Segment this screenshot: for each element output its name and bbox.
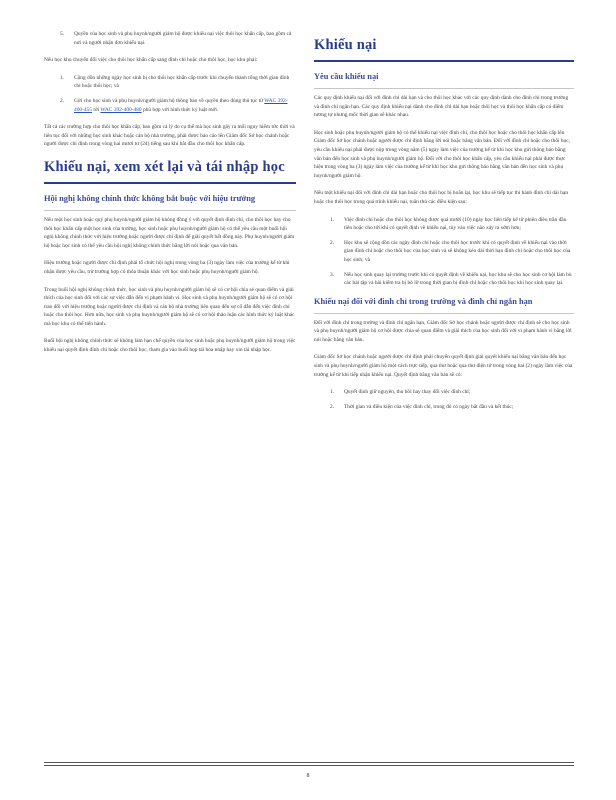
- subheading-rule: [314, 88, 574, 89]
- heading-rule: [44, 182, 296, 184]
- list-number: 2.: [60, 97, 65, 104]
- list-number: 1.: [330, 389, 335, 396]
- list-item: [330, 403, 574, 412]
- wac-480-link[interactable]: WAC 392-400-480: [100, 106, 142, 113]
- list-text: Thời gian và điều kiện của việc đình chỉ, trong đó có ngày bắt đầu và kết thúc;: [344, 403, 514, 410]
- numbered-list: [44, 74, 296, 114]
- paragraph: Nếu học khu chuyển đổi việc cho thôi học khẩn cấp sang đình chỉ hoặc cho thôi học, học khu phải:: [44, 57, 258, 64]
- wac-455-link[interactable]: WAC 392-400-455: [74, 97, 288, 113]
- list-text: Cộng dồn những ngày học sinh bị cho thôi học khẩn cấp trước khi chuyển thành tổng thời gian đình chỉ hoặc thôi học; và: [74, 74, 290, 90]
- list-item: [330, 388, 574, 397]
- list-text: Việc đình chỉ hoặc cho thôi học không được quá mười (10) ngày học liên tiếp kể từ phiên điều trần đầu tiên hoặc cho tới khi có quyết định về khiếu nại, tùy vào việc nào xảy ra sớm hơn;: [344, 216, 567, 232]
- footer-rule: [44, 762, 574, 763]
- list-number: 3.: [330, 271, 335, 278]
- heading-rule: [314, 60, 574, 62]
- right-column: [314, 30, 574, 420]
- paragraph: Hiệu trưởng hoặc người được chỉ định phải tổ chức hội nghị trong vòng ba (3) ngày làm việc của trường kể từ khi nhận được yêu cầu, trừ trường hợp có thỏa thuận khác với học sinh hoặc phụ huynh/người giám hộ.: [44, 260, 290, 275]
- subheading-rule: [314, 313, 574, 314]
- list-text: Học khu sẽ cộng dồn các ngày đình chỉ hoặc cho thôi học trước khi có quyết định về khiếu nại vào thời gian đình chỉ hoặc cho thôi học của học sinh và sẽ không kéo dài thời hạn đình chỉ hoặc cho thôi học của học sinh; và: [344, 239, 571, 263]
- paragraph: Tất cả các trường hợp cho thôi học khẩn cấp, bao gồm cả lý do cụ thể mà học sinh gây ra mối nguy hiểm tức thời và liên tục đối với những học sinh khác hoặc cán bộ nhà trường, phải được báo cáo lên Giám đốc Sở học chánh hoặc người được chỉ định trong vòng hai mươi tư (24) tiếng sau khi bắt đầu cho thôi học khẩn cấp.: [44, 124, 295, 148]
- list-number: 2.: [330, 403, 335, 410]
- paragraph: Nếu một học sinh hoặc quý phụ huynh/người giám hộ không đồng ý với quyết định đình chỉ, cho thôi học hay cho thôi học khẩn cấp một học sinh của trường, học sinh hoặc phụ huynh/người giám hộ có thể yêu cầu một buổi hội nghị không chính thức với hiệu trưởng hoặc người được chỉ định để giải quyết bất đồng này. Phụ huynh/người giám hộ hoặc học sinh có thể yêu cầu hội nghị không chính thức bằng lời nói hoặc qua văn bản.: [44, 216, 295, 249]
- paragraph: Buổi hội nghị không chính thức sẽ không làm hạn chế quyền của học sinh hoặc phụ huynh/người giám hộ trong việc khiếu nại quyết định đình chỉ hoặc cho thôi học, tham gia vào buổi họp tái hòa nhập hay xin tái nhập học.: [44, 338, 296, 354]
- subheading-rule: [44, 210, 296, 211]
- section-heading: Khiếu nại: [314, 37, 377, 53]
- subsection-heading: Khiếu nại đối với đình chỉ trong trường và đình chỉ ngắn hạn: [314, 296, 533, 306]
- list-text: Quyền của học sinh và phụ huynh/người giám hộ được khiếu nại việc thôi học khẩn cấp, bao gồm cả nơi và người nhận đơn khiếu nại.: [74, 31, 292, 46]
- list-item: [60, 30, 296, 47]
- list-text-part: tới: [91, 106, 101, 113]
- numbered-list: [44, 30, 296, 47]
- numbered-list: [314, 388, 574, 411]
- list-number: 5.: [60, 31, 65, 37]
- list-text: [74, 97, 296, 114]
- subsection-heading: Yêu cầu khiếu nại: [314, 72, 379, 81]
- list-number: 2.: [330, 239, 335, 246]
- list-text-part: phù hợp với hình thức kỷ luật mới.: [141, 106, 219, 113]
- left-column: [44, 30, 296, 364]
- paragraph: Nếu một khiếu nại đối với đình chỉ dài hạn hoặc cho thôi học bị hoãn lại, học khu sẽ tiếp tục thi hành đình chỉ dài hạn hoặc cho thôi học trong quá trình khiếu nại, tuân thủ các điều kiện sau:: [314, 190, 569, 205]
- list-text: Nếu học sinh quay lại trường trước khi có quyết định về khiếu nại, học khu sẽ cho học sinh cơ hội làm bù các bài tập và bài kiểm tra bị bỏ lỡ trong thời gian bị đình chỉ hoặc cho thôi học khi học sinh quay lại.: [344, 271, 572, 287]
- list-item: [60, 97, 296, 114]
- list-item: [330, 216, 574, 233]
- numbered-list: [314, 216, 574, 288]
- paragraph: Giám đốc Sở học chánh hoặc người được chỉ định phải chuyển quyết định giải quyết khiếu nại bằng văn bản đến học sinh và phụ huynh/người giám hộ một cách trực tiếp, qua thư hoặc qua thư điện tử trong vòng hai (2) ngày làm việc của trường kể từ khi tiếp nhận khiếu nại. Quyết định bằng văn bản sẽ có:: [314, 354, 573, 378]
- footer-rule: [44, 765, 574, 766]
- paragraph: Đối với đình chỉ trong trường và đình chỉ ngắn hạn, Giám đốc Sở học chánh hoặc người được chỉ định sẽ cho học sinh và phụ huynh/người giám hộ cơ hội được chia sẻ quan điểm và giải thích của học sinh đối với vi phạm hành vi bằng lời nói hoặc bằng văn bản.: [314, 319, 572, 343]
- paragraph: Học sinh hoặc phụ huynh/người giám hộ có thể khiếu nại việc đình chỉ, cho thôi học hoặc cho thôi học khẩn cấp lên Giám đốc Sở học chánh hoặc người được chỉ định bằng lời nói hoặc bằng văn bản. Đối với đình chỉ hoặc cho thôi học, yêu cầu khiếu nại phải được nộp trong vòng năm (5) ngày làm việc của trường kể từ khi học khu gửi thông báo bằng văn bản đến học sinh và phụ huynh/người giám hộ. Đối với cho thôi học khẩn cấp, yêu cầu khiếu nại phải được thực hiện trong vòng ba (3) ngày làm việc của trường kể từ khi học khu gửi thông báo bằng văn bản đến học sinh và phụ huynh/người giám hộ.: [314, 129, 571, 179]
- subsection-heading: Hội nghị không chính thức không bắt buộc với hiệu trưởng: [44, 193, 256, 203]
- list-item: [330, 271, 574, 288]
- list-item: [60, 74, 296, 91]
- list-item: [330, 239, 574, 265]
- paragraph: Trong buổi hội nghị không chính thức, học sinh và phụ huynh/người giám hộ sẽ có cơ hội chia sẻ quan điểm và giải thích của học sinh đối với các sự việc dẫn đến vi phạm hành vi. Học sinh và phụ huynh/người giám hộ sẽ có cơ hội trao đổi với hiệu trưởng hoặc người được chỉ định và cán bộ nhà trường liên quan đến sự cố dẫn đến việc đình chỉ hoặc cho thôi học. Hơn nữa, học sinh và phụ huynh/người giám hộ sẽ có cơ hội thảo luận các hình thức kỷ luật khác mà học khu có thể tiến hành.: [44, 286, 295, 327]
- list-number: 1.: [60, 74, 65, 81]
- list-text-part: Gửi cho học sinh và phụ huynh/người giám hộ thông báo về quyền theo đúng thủ tục từ: [74, 97, 265, 104]
- section-heading: Khiếu nại, xem xét lại và tái nhập học: [44, 158, 285, 175]
- paragraph: Các quy định khiếu nại đối với đình chỉ dài hạn và cho thôi học khác với các quy định dành cho đình chỉ trong trường và đình chỉ ngắn hạn. Các quy định khiếu nại dành cho đình chỉ dài hạn hoặc thôi học và thôi học khẩn cấp có điểm tương tự nhưng mốc thời gian sẽ khác nhau.: [314, 95, 569, 119]
- page-number: 8: [306, 773, 310, 779]
- list-number: 1.: [330, 216, 335, 223]
- list-text: Quyết định giữ nguyên, thu hồi hay thay đổi việc đình chỉ;: [344, 389, 471, 396]
